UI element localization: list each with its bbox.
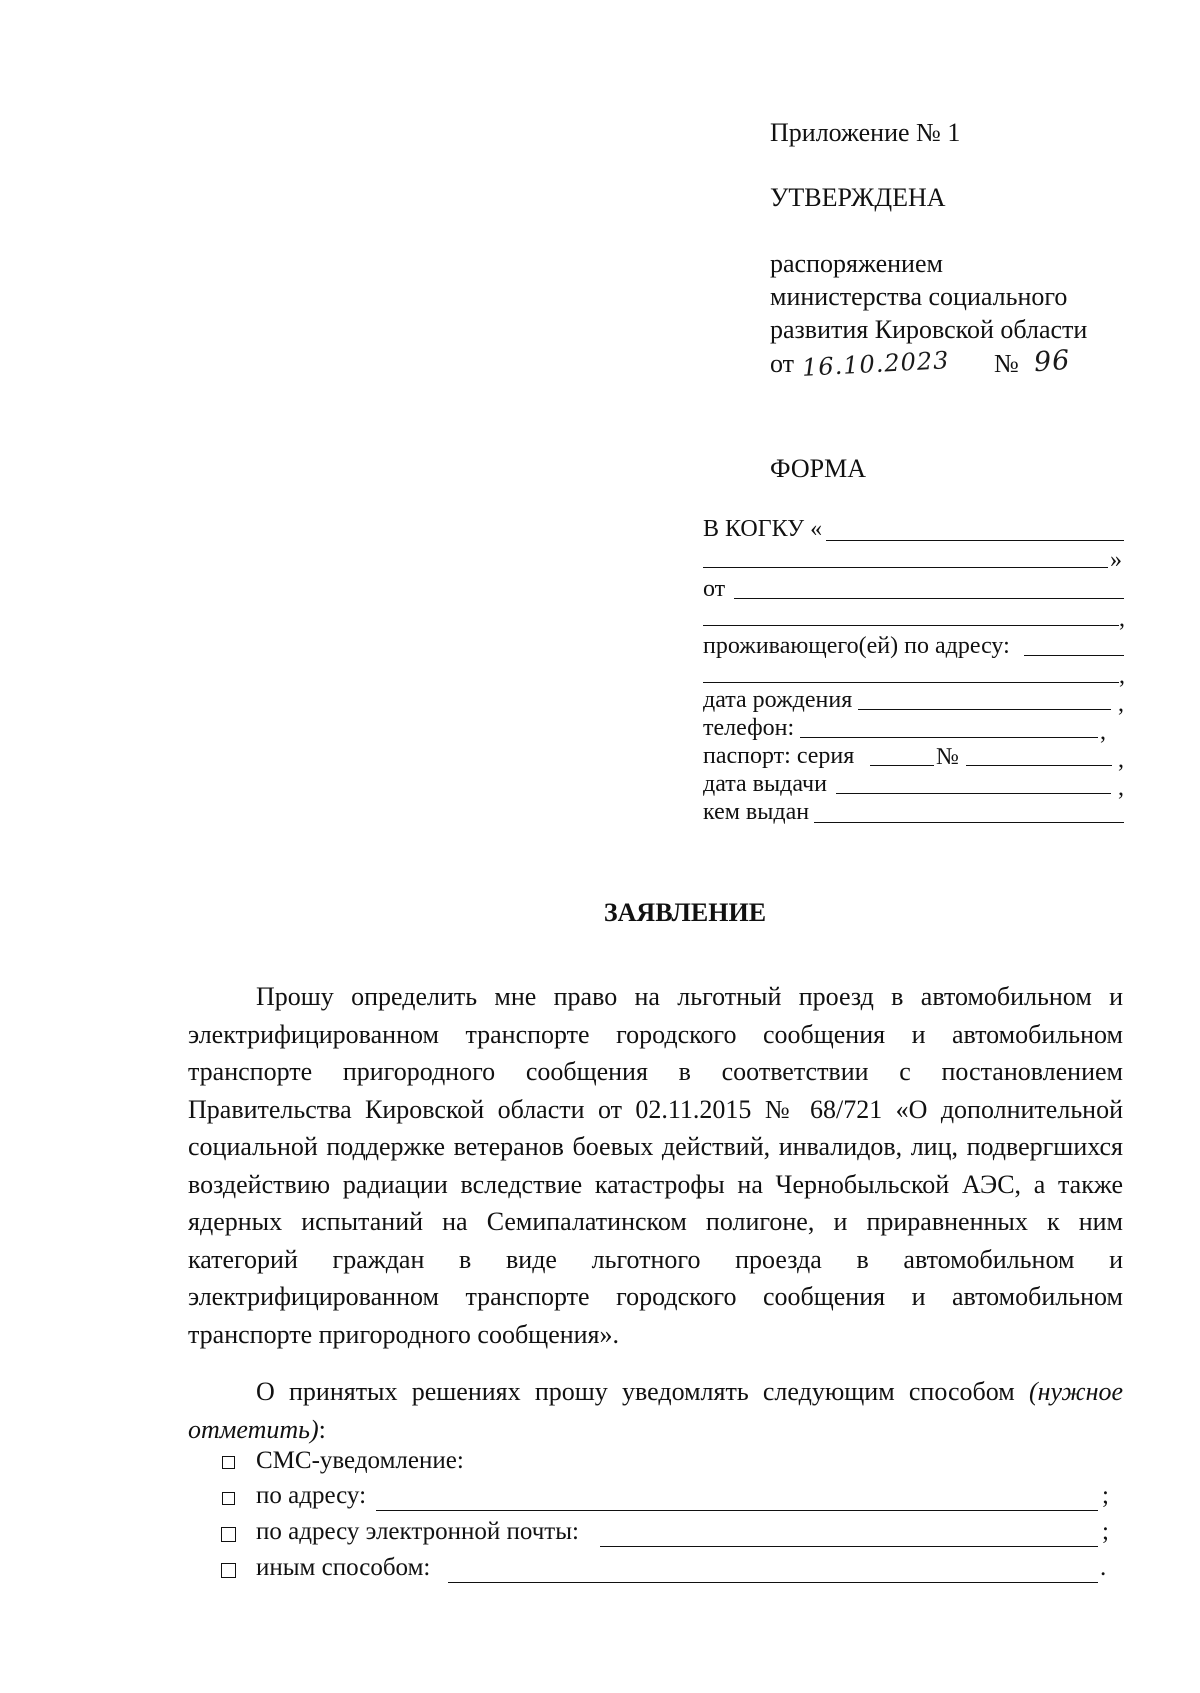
passport-number-label: № — [936, 744, 959, 770]
close-quote: » — [1110, 547, 1122, 573]
appendix-label: Приложение № 1 — [770, 118, 961, 147]
option-email-end: ; — [1102, 1518, 1109, 1545]
order-line-1: распоряжением — [770, 249, 943, 278]
applicant-name-line-1[interactable] — [734, 598, 1124, 599]
order-line-2: министерства социального — [770, 282, 1068, 311]
order-date-handwritten: 16.10.2023 — [801, 346, 951, 382]
comma-2: , — [1119, 663, 1125, 689]
option-other-label: иным способом: — [256, 1554, 431, 1581]
comma-1: , — [1119, 606, 1125, 632]
comma-3: , — [1118, 691, 1124, 717]
from-label: от — [703, 576, 726, 602]
option-other-end: . — [1100, 1554, 1107, 1581]
document-title: ЗАЯВЛЕНИЕ — [603, 898, 767, 927]
birth-date-line[interactable] — [858, 709, 1111, 710]
applicant-name-line-2[interactable] — [703, 625, 1119, 626]
institution-name-line-1[interactable] — [826, 540, 1124, 541]
comma-4: , — [1100, 719, 1106, 745]
comma-6: , — [1118, 775, 1124, 801]
other-method-line[interactable] — [448, 1582, 1098, 1583]
order-number-prefix: № — [994, 349, 1019, 378]
to-label: В КОГКУ « — [703, 516, 823, 542]
notify-intro-note: (нужное отметить) — [188, 1377, 1124, 1444]
order-number-handwritten: 96 — [1032, 344, 1072, 379]
option-email-label: по адресу электронной почты: — [256, 1518, 579, 1545]
email-address-line[interactable] — [600, 1546, 1098, 1547]
passport-number-line[interactable] — [966, 765, 1112, 766]
passport-series-line[interactable] — [870, 765, 934, 766]
addressee-row — [703, 516, 1123, 542]
form-label: ФОРМА — [770, 454, 866, 483]
issued-by-line[interactable] — [814, 822, 1124, 823]
birth-date-label: дата рождения — [703, 687, 853, 713]
email-checkbox[interactable] — [221, 1527, 236, 1542]
phone-label: телефон: — [703, 715, 795, 741]
notify-intro-text: О принятых решениях прошу уведомлять следующим способом — [256, 1377, 1015, 1406]
notify-intro — [188, 1373, 1123, 1448]
issue-date-label: дата выдачи — [703, 771, 827, 797]
option-sms-label: СМС-уведомление: — [256, 1447, 464, 1474]
application-body: Прошу определить мне право на льготный проезд в автомобильном и электрифицированном транспорте городского сообщения и автомобильном транспорте пригородного сообщения в соответствии с постановлением Правительства Кировской области от 02.11.2015 № 68/721 «О дополнительной социальной поддержке ветеранов боевых действий, инвалидов, лиц, подвергшихся воздействию радиации вследствие катастрофы на Чернобыльской АЭС, а также ядерных испытаний на Семипалатинском полигоне, и приравненных к ним категорий граждан в виде льготного проезда в автомобильном и электрифицированном транспорте городского сообщения и автомобильном транспорте пригородного сообщения». — [188, 982, 1123, 1349]
comma-5: , — [1118, 747, 1124, 773]
issue-date-line[interactable] — [836, 793, 1111, 794]
sms-checkbox[interactable] — [222, 1456, 235, 1469]
postal-address-line[interactable] — [376, 1510, 1098, 1511]
institution-name-line-2[interactable] — [703, 567, 1108, 568]
postal-address-checkbox[interactable] — [222, 1492, 235, 1505]
passport-series-label: паспорт: серия — [703, 743, 855, 769]
other-method-checkbox[interactable] — [221, 1563, 236, 1578]
approved-label: УТВЕРЖДЕНА — [770, 183, 946, 212]
phone-line[interactable] — [800, 737, 1098, 738]
issued-by-label: кем выдан — [703, 799, 810, 825]
address-line-2[interactable] — [703, 682, 1119, 683]
address-label: проживающего(ей) по адресу: — [703, 633, 1010, 659]
order-line-3: развития Кировской области — [770, 315, 1088, 344]
option-address-end: ; — [1102, 1482, 1109, 1509]
notify-intro-colon: : — [318, 1414, 326, 1444]
order-date-prefix: от — [770, 349, 795, 378]
address-line-1[interactable] — [1024, 655, 1124, 656]
option-address-label: по адресу: — [256, 1482, 367, 1509]
